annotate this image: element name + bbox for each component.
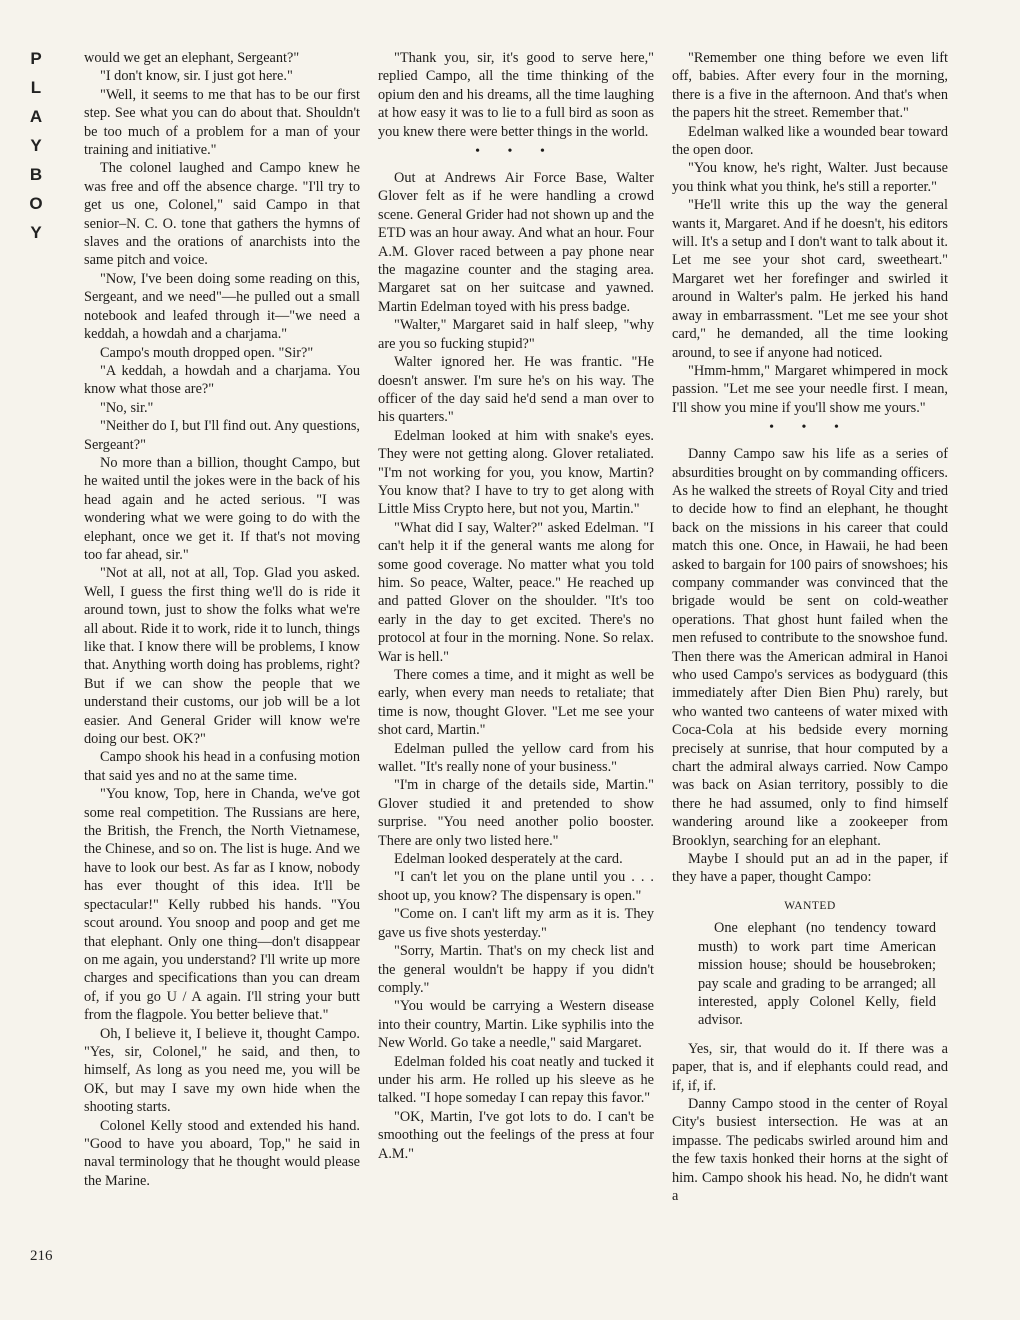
paragraph: Edelman pulled the yellow card from his wallet. "It's really none of your business."	[378, 740, 654, 776]
paragraph: Walter ignored her. He was frantic. "He doesn't answer. I'm sure he's on his way. The officer of the day said he'd send a man over to his quarters."	[378, 354, 654, 426]
magazine-letter: L	[30, 78, 42, 97]
paragraph: Yes, sir, that would do it. If there was a paper, that is, and if elephants could read, and if, if, if.	[672, 1040, 948, 1094]
magazine-letter: P	[30, 49, 42, 68]
paragraph: "I'm in charge of the details side, Martin." Glover studied it and pretended to show surprise. "You need another polio booster. There are only two listed here."	[378, 777, 654, 849]
classified-ad	[698, 919, 936, 1029]
paragraph: Danny Campo saw his life as a series of absurdities brought on by commanding officers. As he walked the streets of Royal City and tried to decide how to find an elephant, he thought back on the missions in his career that could match this one. Once, in Hawaii, he had been asked to bargain for 100 pairs of snowshoes; his company commander was convinced that the brigade would be sent on cold-weather operations. That ghost hunt failed when the men refused to contribute to the snowshoe fund. Then there was the American admiral in Hanoi who used Campo's services as bodyguard (this immediately after Dien Bien Phu) rarely, but who wanted two canteens of water mixed with Coca-Cola at his bedside every morning precisely at sunrise, that hour computed by a chart the admiral always carried. Now Campo was back on Asian territory, possibly to die there he had assumed, only to find himself wandering around like a zookeeper from Brooklyn, searching for an elephant.	[672, 446, 948, 849]
paragraph: Campo's mouth dropped open. "Sir?"	[100, 344, 314, 361]
paragraph: There comes a time, and it might as well be early, when every man needs to retaliate; that time is now, thought Glover. "Let me see your shot card, Martin."	[378, 667, 654, 739]
magazine-letter: B	[29, 165, 43, 184]
paragraph: "Remember one thing before we even lift off, babies. After every four in the morning, there is a five in the afternoon. And that's when the papers hit the street. Remember that."	[672, 50, 948, 122]
paragraph: "Not at all, not at all, Top. Glad you asked. Well, I guess the first thing we'll do is ride it around town, just to show the folks what we're all about. Ride it to work, ride it to lunch, things like that. I know there will be problems, I know that. Anything worth doing has problems, right? But if we can show the people that we understand their customs, our job will be a lot easier. And General Grider will know we're doing our best. OK?"	[84, 565, 360, 748]
paragraph: Colonel Kelly stood and extended his hand. "Good to have you aboard, Top," he said in naval terminology that he thought would please the Marine.	[84, 1117, 360, 1189]
paragraph: Campo shook his head in a confusing motion that said yes and no at the same time.	[84, 749, 360, 784]
paragraph: Maybe I should put an ad in the paper, if they have a paper, thought Campo:	[672, 851, 948, 886]
paragraph: Out at Andrews Air Force Base, Walter Glover felt as if he were handling a crowd scene. General Grider had not shown up and the ETD was an hour away. And what an hour. Four A.M. Glover raced between a pay phone near the magazine counter and the staging area. Margaret sat on her suitcase and yawned. Martin Edelman toyed with his press badge.	[378, 170, 654, 315]
text-column-3	[672, 49, 948, 1289]
paragraph: "Neither do I, but I'll find out. Any questions, Sergeant?"	[84, 418, 360, 453]
paragraph: "You would be carrying a Western disease into their country, Martin. Like syphilis into the New World. Go take a needle," said Margaret.	[378, 998, 654, 1052]
ad-heading: WANTED	[784, 899, 836, 912]
magazine-name-vertical	[24, 44, 48, 247]
paragraph: "No, sir."	[100, 399, 154, 416]
paragraph: The colonel laughed and Campo knew he was free and off the absence charge. "I'll try to get us one, Colonel," said Campo in that senior–N. C. O. tone that gathers the hymns of slaves and the orations of anarchists into the same pitch and voice.	[84, 160, 360, 269]
paragraph: "OK, Martin, I've got lots to do. I can't be smoothing out the feelings of the press at four A.M."	[378, 1108, 654, 1162]
magazine-letter: Y	[30, 136, 42, 155]
text-column-2	[378, 49, 654, 1289]
section-divider: • • •	[475, 144, 557, 160]
paragraph: Edelman looked desperately at the card.	[394, 851, 623, 868]
text-column-1	[84, 49, 360, 1289]
paragraph: Edelman folded his coat neatly and tucked it under his arm. He rolled up his sleeve as he talked. "I hope someday I can repay this favor."	[378, 1053, 654, 1107]
paragraph: "A keddah, a howdah and a charjama. You know what those are?"	[84, 362, 360, 398]
magazine-letter: A	[29, 107, 43, 126]
paragraph: Edelman walked like a wounded bear toward the open door.	[672, 123, 948, 159]
paragraph: Oh, I believe it, I believe it, thought Campo. "Yes, sir, Colonel," he said, and then, to himself, As long as you need me, you will be OK, but may I save my own hide when the shooting starts.	[84, 1025, 360, 1116]
paragraph: "You know, he's right, Walter. Just because you think what you think, he's still a reporter."	[672, 160, 948, 195]
paragraph: "Thank you, sir, it's good to serve here," replied Campo, all the time thinking of the opium den and his dreams, all the time laughing at how easy it was to lie to a full bird as soon as you knew there were better things in the world.	[378, 50, 654, 140]
paragraph: "Now, I've been doing some reading on this, Sergeant, and we need"—he pulled out a small notebook and leafed through it—"we need a keddah, a howdah and a charjama."	[84, 270, 360, 343]
paragraph: "Well, it seems to me that has to be our first step. See what you can do about that. Shouldn't be too much of a problem for a man of your training and initiative."	[84, 86, 360, 159]
paragraph: "Hmm-hmm," Margaret whimpered in mock passion. "Let me see your needle first. I mean, I'll show you mine if you'll show me yours."	[672, 362, 948, 416]
page-number: 216	[30, 1248, 53, 1264]
paragraph: "What did I say, Walter?" asked Edelman. "I can't help it if the general wants me along for some good coverage. No matter what you told him. So peace, Walter, peace." He reached up and patted Glover on the shoulder. "It's too early in the day to get excited. There's no protocol at four in the morning. None. So relax. War is hell."	[378, 519, 654, 665]
paragraph: "I don't know, sir. I just got here."	[100, 68, 293, 85]
paragraph: "Sorry, Martin. That's on my check list and the general wouldn't be happy if you didn't comply."	[378, 943, 654, 996]
ad-text: One elephant (no tendency toward musth) to work part time American mission house; should be housebroken; pay scale and grading to be arranged; all interested, apply Colonel Kelly, field advisor.	[698, 920, 936, 1029]
section-divider: • • •	[769, 420, 851, 436]
paragraph: "He'll write this up the way the general wants it, Margaret. And if he doesn't, his editors will. It's a setup and I don't want to talk about it. Let me see your shot card, sweetheart." Margaret wet her forefinger and swirled it around in Walter's palm. He jerked his hand away in embarrassment. "Let me see your shot card," he demanded, all the time looking around, to see if anyone had noticed.	[672, 197, 948, 361]
paragraph: "Walter," Margaret said in half sleep, "why are you so fucking stupid?"	[378, 317, 654, 352]
magazine-letter: O	[29, 194, 43, 213]
paragraph: Danny Campo stood in the center of Royal City's busiest intersection. He was at an impasse. The pedicabs swirled around him and the few taxis honked their horns at the sight of him. Campo shook his head. No, he didn't want a	[672, 1095, 948, 1204]
paragraph: No more than a billion, thought Campo, but he waited until the jokes were in the back of his head again and he acted serious. "I was wondering what we were going to do with the elephant, once we get it. If that's not moving too far ahead, sir."	[84, 454, 360, 563]
paragraph: Edelman looked at him with snake's eyes. They were not getting along. Glover retaliated. "I'm not working for you, you know, Martin? You know that? I have to try to get along with Little Miss Crypto here, but not you, Martin."	[378, 427, 654, 518]
paragraph: "I can't let you on the plane until you . . . shoot up, you know? The dispensary is open."	[378, 869, 654, 904]
paragraph: "You know, Top, here in Chanda, we've got some real competition. The Russians are here, the British, the French, the North Vietnamese, the Chinese, and so on. The list is huge. And we have to look our best. As far as I know, nobody has ever thought of this idea. It'll be spectacular!" Kelly rubbed his hands. "You scout around. You snoop and poop and get me that elephant. Only one thing—don't disappear on me again, you understand? I'll write up more charges and specifications than you can dream of, if you go U / A again. I'll string your butt from the flagpole. You better believe that."	[84, 786, 360, 1024]
paragraph: "Come on. I can't lift my arm as it is. They gave us five shots yesterday."	[378, 906, 654, 941]
paragraph: would we get an elephant, Sergeant?"	[84, 50, 300, 66]
magazine-letter: Y	[30, 223, 42, 242]
